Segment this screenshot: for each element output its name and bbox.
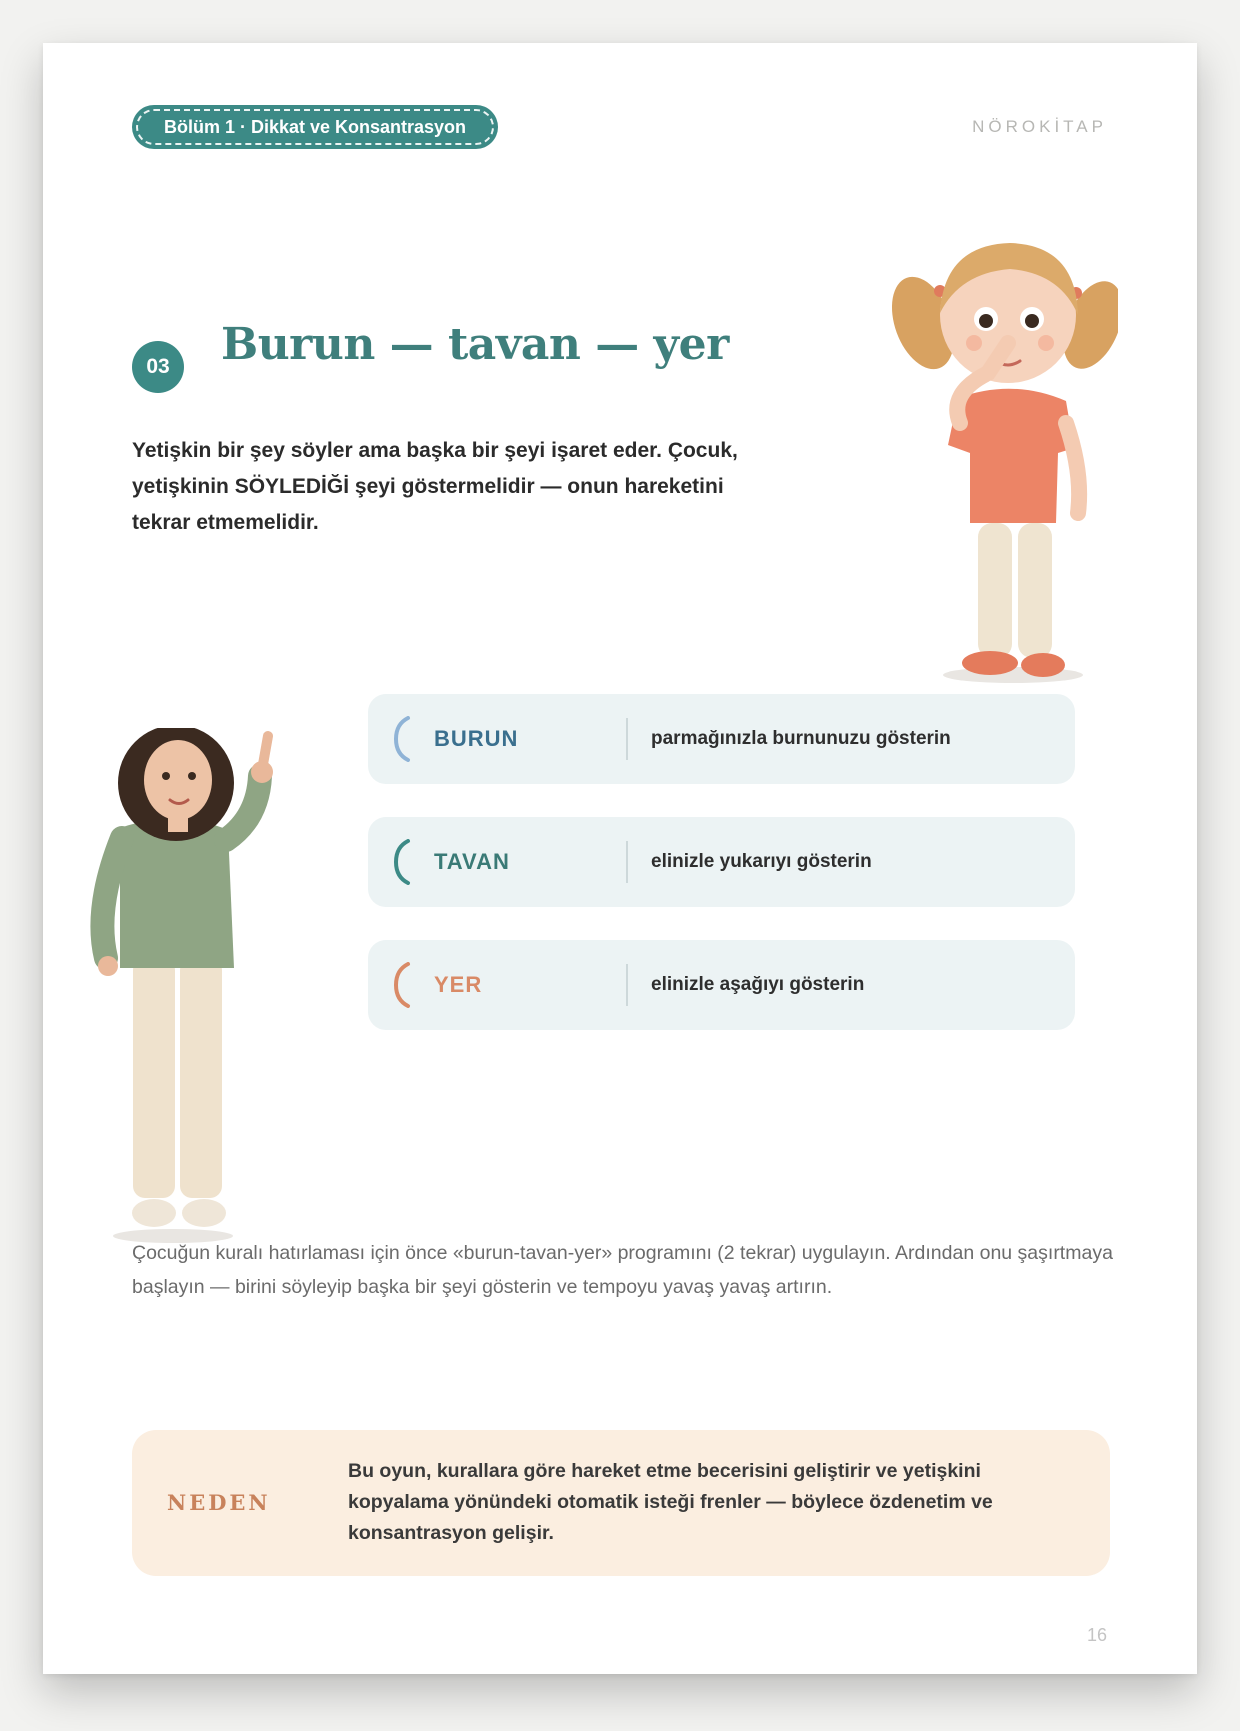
exercise-intro: Yetişkin bir şey söyler ama başka bir şeyi işaret eder. Çocuk, yetişkinin SÖYLEDİĞİ şeyi göstermelidir — onun hareketini tekrar etmemelidir.	[132, 439, 738, 534]
why-text: Bu oyun, kurallara göre hareket etme becerisini geliştirir ve yetişkini kopyalama yönündeki otomatik isteği frenler — böylece özdenetim ve konsantrasyon gelişir.	[348, 1460, 993, 1544]
command-description: elinizle aşağıyı gösterin	[651, 974, 865, 995]
command-description: elinizle yukarıyı gösterin	[651, 851, 872, 872]
command-keyword: BURUN	[434, 726, 519, 751]
instructions-note: Çocuğun kuralı hatırlaması için önce «burun-tavan-yer» programını (2 tekrar) uygulayın. Ardından onu şaşırtmaya başlayın — birini söyleyip başka bir şeyi gösterin ve tempoyu yavaş yavaş artırın.	[132, 1242, 1113, 1298]
brand-name: NÖROKİTAP	[972, 117, 1107, 136]
command-keyword: TAVAN	[434, 849, 510, 874]
divider	[626, 718, 628, 760]
exercise-title: Burun — tavan — yer	[221, 319, 729, 370]
bracket-icon	[392, 839, 414, 885]
divider	[626, 841, 628, 883]
command-card-tavan	[368, 817, 1075, 907]
command-card-burun	[368, 694, 1075, 784]
girl-touching-nose-illustration	[878, 223, 1118, 693]
section-badge	[132, 105, 498, 149]
command-description: parmağınızla burnunuzu gösterin	[651, 728, 951, 749]
page	[43, 43, 1197, 1674]
command-keyword: YER	[434, 972, 483, 997]
exercise-number: 03	[132, 341, 184, 393]
page-number: 16	[1086, 1625, 1107, 1645]
divider	[626, 964, 628, 1006]
section-label: Bölüm 1 · Dikkat ve Konsantrasyon	[163, 116, 467, 137]
bracket-icon	[392, 962, 414, 1008]
bracket-icon	[392, 716, 414, 762]
why-box	[132, 1430, 1110, 1576]
woman-pointing-up-illustration	[58, 728, 298, 1253]
why-label: NEDEN	[167, 1490, 271, 1515]
command-card-yer	[368, 940, 1075, 1030]
